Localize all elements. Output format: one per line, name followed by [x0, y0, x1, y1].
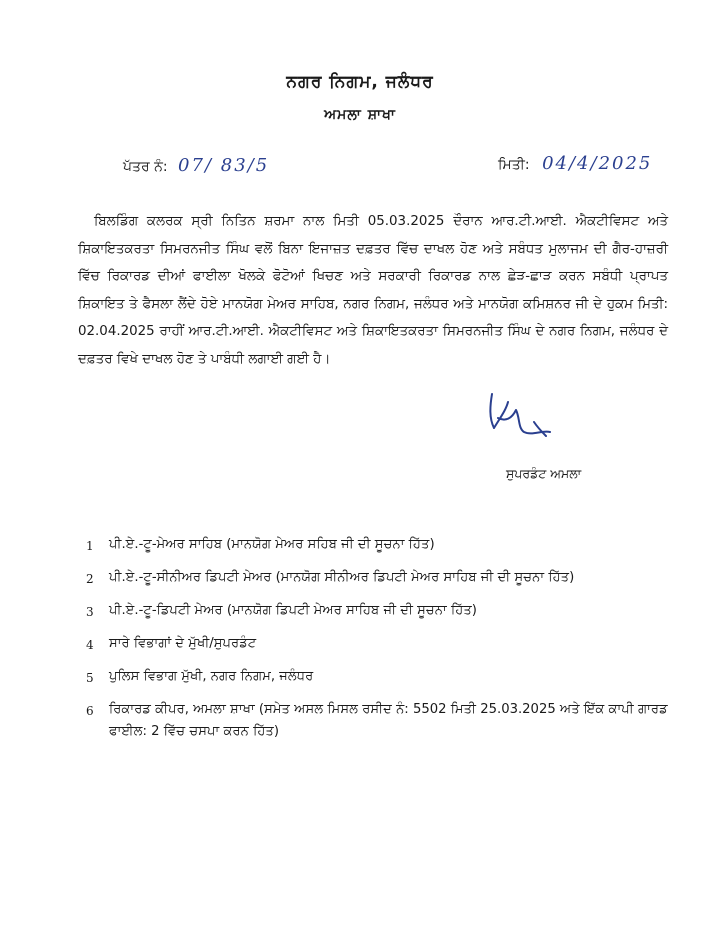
item-number: 4	[86, 638, 94, 652]
office-heading: ਨਗਰ ਨਿਗਮ, ਜਲੰਧਰ	[286, 72, 434, 92]
letter-number-label: ਪੱਤਰ ਨੰ:	[123, 159, 168, 175]
distribution-item	[86, 666, 686, 689]
distribution-item	[86, 600, 686, 623]
letter-number-value: 07/ 83/5	[178, 155, 270, 176]
distribution-item	[86, 633, 686, 656]
date-row	[498, 153, 652, 174]
signature-mark	[476, 388, 566, 444]
item-number: 5	[86, 671, 94, 685]
item-text: ਸਾਰੇ ਵਿਭਾਗਾਂ ਦੇ ਮੁੱਖੀ/ਸੁਪਰਡੰਟ	[109, 636, 257, 651]
body-paragraph: ਬਿਲਡਿੰਗ ਕਲਰਕ ਸ੍ਰੀ ਨਿਤਿਨ ਸ਼ਰਮਾ ਨਾਲ ਮਿਤੀ 05.03.2025 ਦੌਰਾਨ ਆਰ.ਟੀ.ਆਈ. ਐਕਟੀਵਿਸਟ ਅਤੇ ਸ਼ਿਕਾਇਤਕਰਤਾ ਸਿਮਰਨਜੀਤ ਸਿੰਘ ਵਲੋਂ ਬਿਨਾ ਇਜਾਜ਼ਤ ਦਫ਼ਤਰ ਵਿੱਚ ਦਾਖਲ ਹੋਣ ਅਤੇ ਸਬੰਧਤ ਮੁਲਾਜਮ ਦੀ ਗੈਰ-ਹਾਜ਼ਰੀ ਵਿੱਚ ਰਿਕਾਰਡ ਦੀਆਂ ਫਾਈਲਾ ਖੋਲਕੇ ਫੋਟੋਆਂ ਖਿਚਣ ਅਤੇ ਸਰਕਾਰੀ ਰਿਕਾਰਡ ਨਾਲ ਛੇੜ-ਛਾੜ ਕਰਨ ਸਬੰਧੀ ਪ੍ਰਾਪਤ ਸ਼ਿਕਾਇਤ ਤੇ ਫੈਸਲਾ ਲੈਂਦੇ ਹੋਏ ਮਾਨਯੋਗ ਮੇਅਰ ਸਾਹਿਬ, ਨਗਰ ਨਿਗਮ, ਜਲੰਧਰ ਅਤੇ ਮਾਨਯੋਗ ਕਮਿਸ਼ਨਰ ਜੀ ਦੇ ਹੁਕਮ ਮਿਤੀ: 02.04.2025 ਰਾਹੀਂ ਆਰ.ਟੀ.ਆਈ. ਐਕਟੀਵਿਸਟ ਅਤੇ ਸ਼ਿਕਾਇਤਕਰਤਾ ਸਿਮਰਨਜੀਤ ਸਿੰਘ ਦੇ ਨਗਰ ਨਿਗਮ, ਜਲੰਧਰ ਦੇ ਦਫ਼ਤਰ ਵਿਖੇ ਦਾਖਲ ਹੋਣ ਤੇ ਪਾਬੰਧੀ ਲਗਾਈ ਗਈ ਹੈ।	[78, 214, 668, 367]
item-text: ਪੀ.ਏ.-ਟੂ-ਡਿਪਟੀ ਮੇਅਰ (ਮਾਨਯੋਗ ਡਿਪਟੀ ਮੇਅਰ ਸਾਹਿਬ ਜੀ ਦੀ ਸੂਚਨਾ ਹਿੱਤ)	[109, 603, 477, 618]
item-number: 2	[86, 572, 94, 586]
item-number: 1	[86, 539, 94, 553]
item-number: 3	[86, 605, 94, 619]
date-label: ਮਿਤੀ:	[498, 157, 530, 173]
distribution-item	[86, 699, 686, 743]
branch-heading: ਅਮਲਾ ਸ਼ਾਖਾ	[324, 107, 396, 123]
distribution-item	[86, 534, 686, 557]
item-number: 6	[86, 704, 94, 718]
letter-number-row	[123, 155, 269, 176]
item-text: ਪੀ.ਏ.-ਟੂ-ਸੀਨੀਅਰ ਡਿਪਟੀ ਮੇਅਰ (ਮਾਨਯੋਗ ਸੀਨੀਅਰ ਡਿਪਟੀ ਮੇਅਰ ਸਾਹਿਬ ਜੀ ਦੀ ਸੂਚਨਾ ਹਿੱਤ)	[109, 570, 575, 585]
date-value: 04/4/2025	[542, 153, 653, 174]
item-text: ਰਿਕਾਰਡ ਕੀਪਰ, ਅਮਲਾ ਸ਼ਾਖਾ (ਸਮੇਤ ਅਸਲ ਮਿਸਲ ਰਸੀਦ ਨੰ: 5502 ਮਿਤੀ 25.03.2025 ਅਤੇ ਇੱਕ ਕਾਪੀ ਗਾਰਡ ਫਾਈਲ: 2 ਵਿੱਚ ਚਸਪਾ ਕਰਨ ਹਿੱਤ)	[109, 702, 668, 739]
item-text: ਪੀ.ਏ.-ਟੂ-ਮੇਅਰ ਸਾਹਿਬ (ਮਾਨਯੋਗ ਮੇਅਰ ਸਹਿਬ ਜੀ ਦੀ ਸੂਚਨਾ ਹਿੱਤ)	[109, 537, 435, 552]
distribution-item	[86, 567, 686, 590]
item-text: ਪੁਲਿਸ ਵਿਭਾਗ ਮੁੱਖੀ, ਨਗਰ ਨਿਗਮ, ਜਲੰਧਰ	[109, 669, 314, 684]
distribution-list	[86, 534, 686, 753]
signatory-title: ਸੁਪਰਡੰਟ ਅਮਲਾ	[506, 466, 582, 481]
